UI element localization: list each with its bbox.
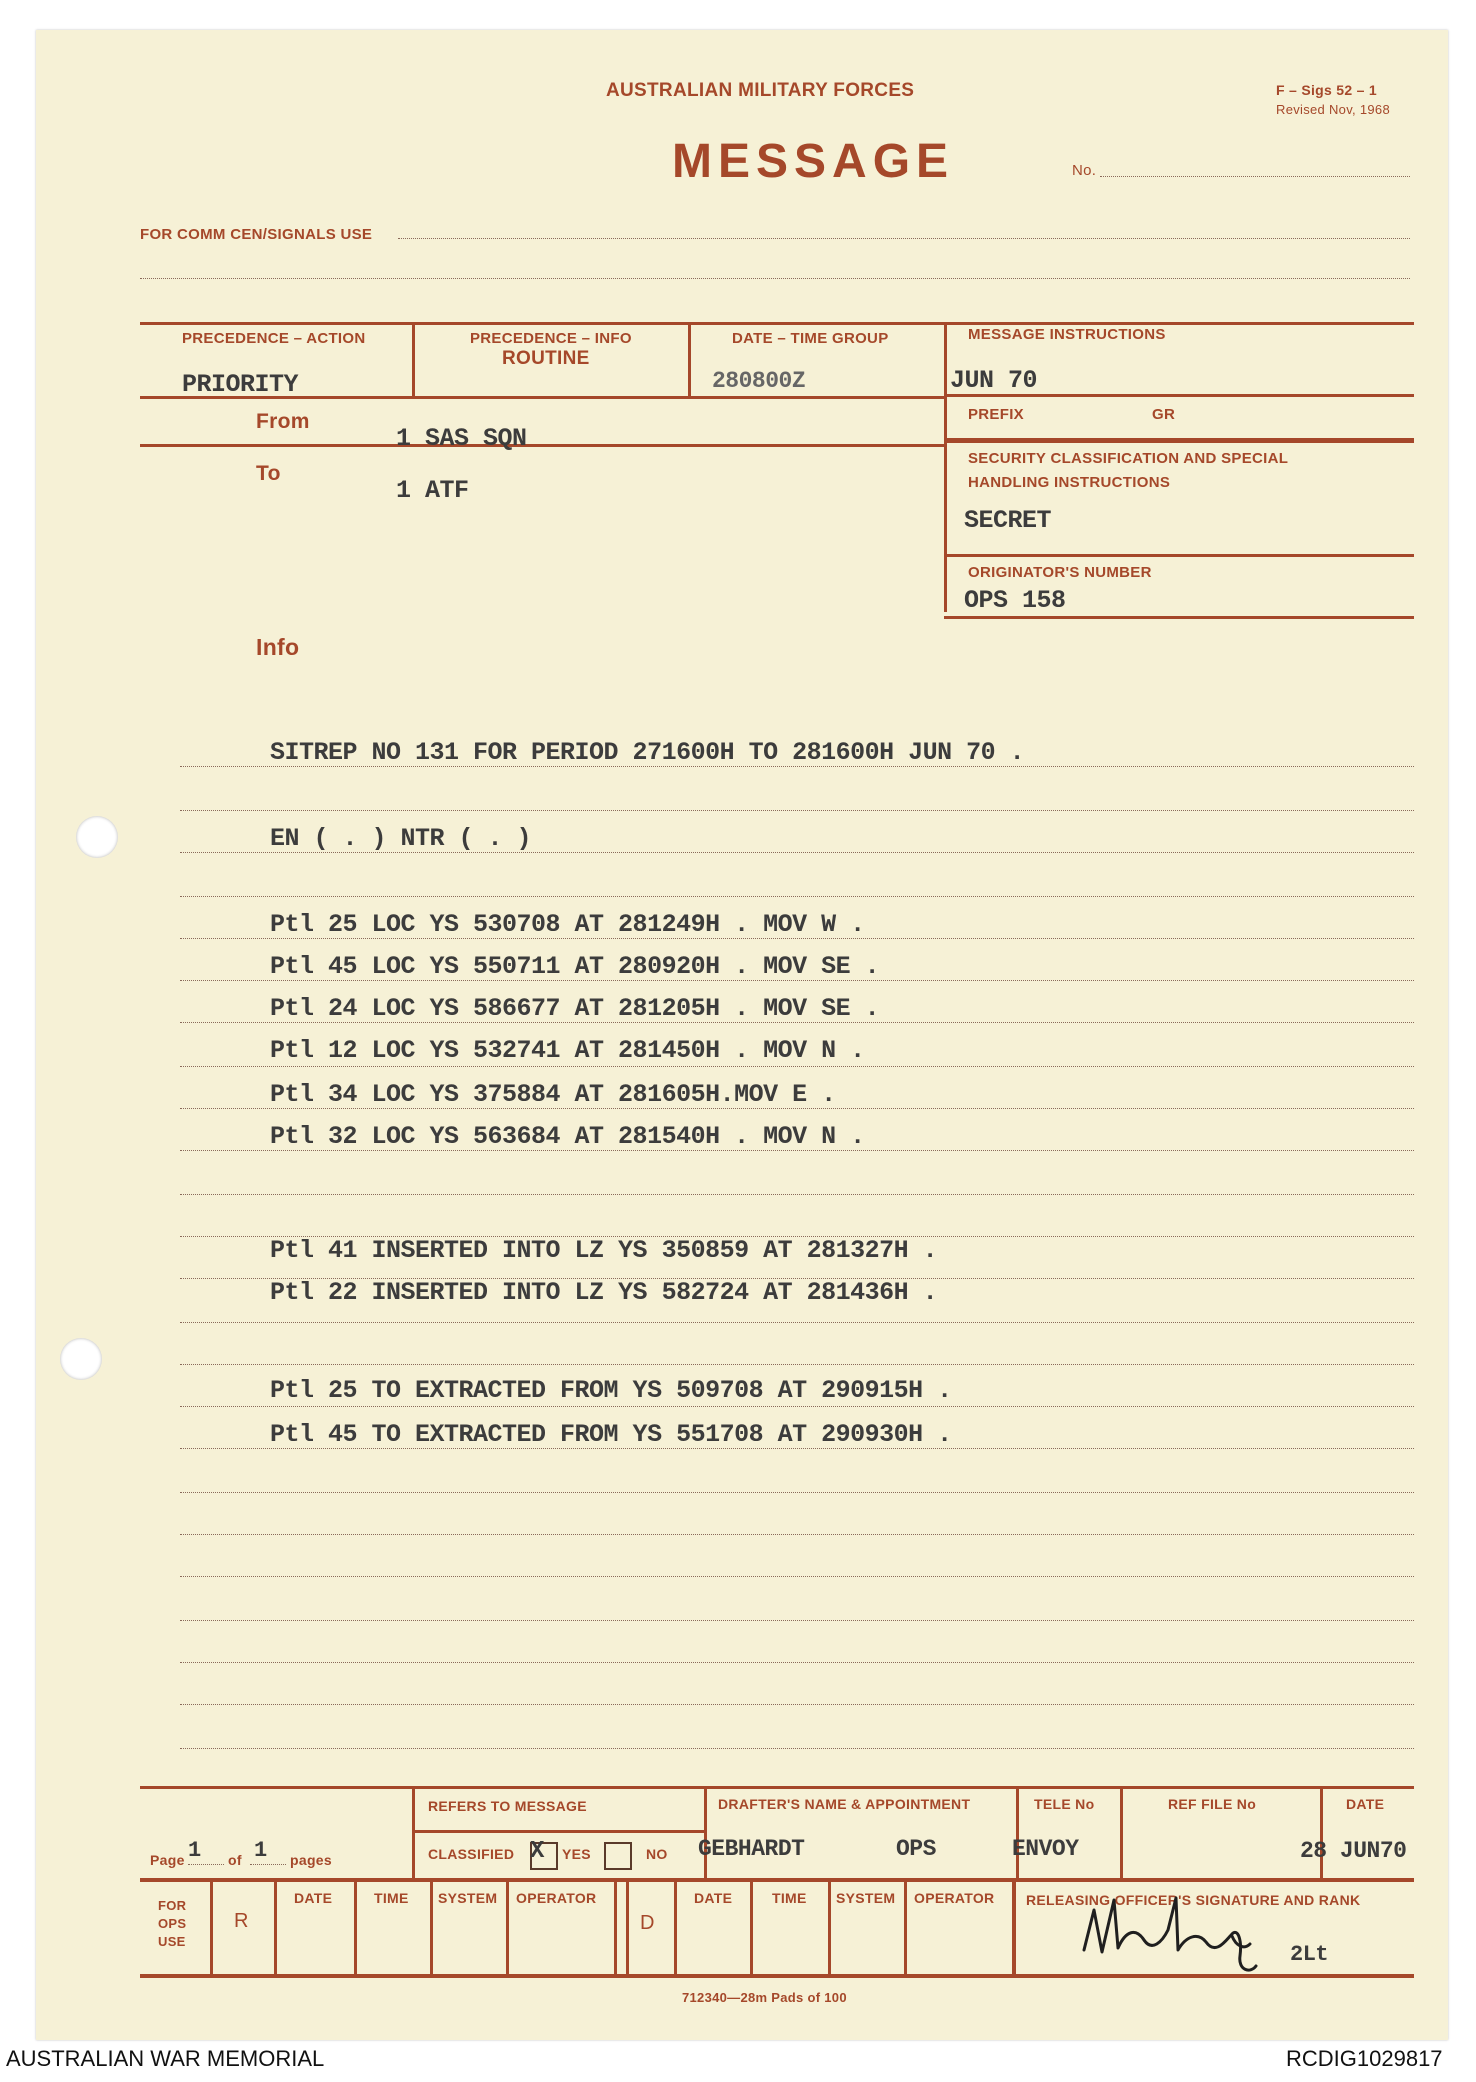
refers-to-message-label: REFERS TO MESSAGE xyxy=(428,1798,587,1814)
body-line: Ptl 32 LOC YS 563684 AT 281540H . MOV N . xyxy=(270,1122,865,1151)
body-line: Ptl 34 LOC YS 375884 AT 281605H.MOV E . xyxy=(270,1080,836,1109)
message-form-sheet xyxy=(36,30,1448,2040)
security-value: SECRET xyxy=(964,506,1052,535)
precedence-info-value: ROUTINE xyxy=(502,348,590,369)
page-total: 1 xyxy=(254,1838,267,1863)
punch-hole-top xyxy=(76,816,118,858)
no-field xyxy=(1100,176,1410,177)
print-run-note: 712340—28m Pads of 100 xyxy=(682,1990,847,2005)
dtg-label: DATE – TIME GROUP xyxy=(732,330,889,347)
for-ops-use-label-2: OPS xyxy=(158,1916,187,1931)
message-instructions-label: MESSAGE INSTRUCTIONS xyxy=(968,326,1166,343)
body-line: Ptl 24 LOC YS 586677 AT 281205H . MOV SE . xyxy=(270,994,880,1023)
date-label: DATE xyxy=(1346,1796,1385,1812)
comm-cen-label: FOR COMM CEN/SIGNALS USE xyxy=(140,226,373,243)
page-label: Page xyxy=(150,1852,185,1868)
prefix-label: PREFIX xyxy=(968,406,1024,423)
gr-label: GR xyxy=(1152,406,1176,423)
signature-drawing xyxy=(1066,1870,1316,1980)
punch-hole-bottom xyxy=(60,1338,102,1380)
officer-rank: 2Lt xyxy=(1290,1942,1329,1967)
to-label: To xyxy=(256,462,281,485)
security-label-2: HANDLING INSTRUCTIONS xyxy=(968,474,1171,491)
drafter-name: GEBHARDT xyxy=(698,1836,805,1862)
classified-no-checkbox[interactable] xyxy=(604,1842,632,1870)
yes-label: YES xyxy=(562,1846,591,1862)
classified-label: CLASSIFIED xyxy=(428,1846,515,1862)
date-col-1: DATE xyxy=(294,1890,333,1906)
body-line: Ptl 22 INSERTED INTO LZ YS 582724 AT 281436H . xyxy=(270,1278,938,1307)
dtg-value: 280800Z xyxy=(712,368,806,394)
ref-file-label: REF FILE No xyxy=(1168,1796,1257,1812)
precedence-action-value: PRIORITY xyxy=(182,370,299,399)
for-ops-use-label-3: USE xyxy=(158,1934,186,1949)
drafter-extra: ENVOY xyxy=(1012,1836,1079,1862)
from-value: 1 SAS SQN xyxy=(396,424,527,453)
system-col-2: SYSTEM xyxy=(836,1890,896,1906)
body-line: SITREP NO 131 FOR PERIOD 271600H TO 281600H JUN 70 . xyxy=(270,738,1025,767)
system-col-1: SYSTEM xyxy=(438,1890,498,1906)
operator-col-1: OPERATOR xyxy=(516,1890,597,1906)
message-instructions-value: JUN 70 xyxy=(950,366,1038,395)
body-line: Ptl 25 LOC YS 530708 AT 281249H . MOV W . xyxy=(270,910,865,939)
body-line: Ptl 12 LOC YS 532741 AT 281450H . MOV N . xyxy=(270,1036,865,1065)
originators-number-value: OPS 158 xyxy=(964,586,1066,615)
time-col-1: TIME xyxy=(374,1890,409,1906)
body-line: Ptl 45 TO EXTRACTED FROM YS 551708 AT 290930H . xyxy=(270,1420,952,1449)
of-label: of xyxy=(228,1852,242,1868)
body-line: Ptl 25 TO EXTRACTED FROM YS 509708 AT 290915H . xyxy=(270,1376,952,1405)
no-label: NO xyxy=(646,1846,668,1862)
drafter-appointment: OPS xyxy=(896,1836,936,1862)
pages-label: pages xyxy=(290,1852,332,1868)
form-id: F – Sigs 52 – 1 xyxy=(1276,82,1377,98)
to-value: 1 ATF xyxy=(396,476,469,505)
comm-cen-line-2 xyxy=(140,278,1410,279)
time-col-2: TIME xyxy=(772,1890,807,1906)
originators-number-label: ORIGINATOR'S NUMBER xyxy=(968,564,1152,581)
precedence-info-label: PRECEDENCE – INFO xyxy=(470,330,632,347)
archive-left-caption: AUSTRALIAN WAR MEMORIAL xyxy=(6,2046,325,2071)
no-label: No. xyxy=(1072,162,1097,179)
operator-col-2: OPERATOR xyxy=(914,1890,995,1906)
revised-date: Revised Nov, 1968 xyxy=(1276,102,1390,117)
grid-top-line xyxy=(140,322,1414,325)
d-label: D xyxy=(640,1912,655,1934)
date-value: 28 JUN70 xyxy=(1300,1838,1407,1864)
drafter-label: DRAFTER'S NAME & APPOINTMENT xyxy=(718,1796,971,1812)
classified-yes-mark: X xyxy=(530,1838,544,1865)
for-ops-use-label-1: FOR xyxy=(158,1898,187,1913)
releasing-officer-label: RELEASING OFFICER'S SIGNATURE AND RANK xyxy=(1026,1892,1361,1908)
info-label: Info xyxy=(256,634,300,660)
body-line: EN ( . ) NTR ( . ) xyxy=(270,824,532,853)
footer-top-line xyxy=(140,1786,1414,1789)
comm-cen-line-1 xyxy=(398,238,1410,239)
precedence-action-label: PRECEDENCE – ACTION xyxy=(182,330,366,347)
body-line: Ptl 41 INSERTED INTO LZ YS 350859 AT 281327H . xyxy=(270,1236,938,1265)
security-label-1: SECURITY CLASSIFICATION AND SPECIAL xyxy=(968,450,1289,467)
from-label: From xyxy=(256,410,310,433)
date-col-2: DATE xyxy=(694,1890,733,1906)
archive-right-caption: RCDIG1029817 xyxy=(1286,2046,1443,2071)
body-line: Ptl 45 LOC YS 550711 AT 280920H . MOV SE . xyxy=(270,952,880,981)
r-label: R xyxy=(234,1910,249,1932)
message-title: MESSAGE xyxy=(672,135,955,188)
tele-no-label: TELE No xyxy=(1034,1796,1095,1812)
page-number: 1 xyxy=(188,1838,201,1863)
org-title: AUSTRALIAN MILITARY FORCES xyxy=(606,80,915,101)
